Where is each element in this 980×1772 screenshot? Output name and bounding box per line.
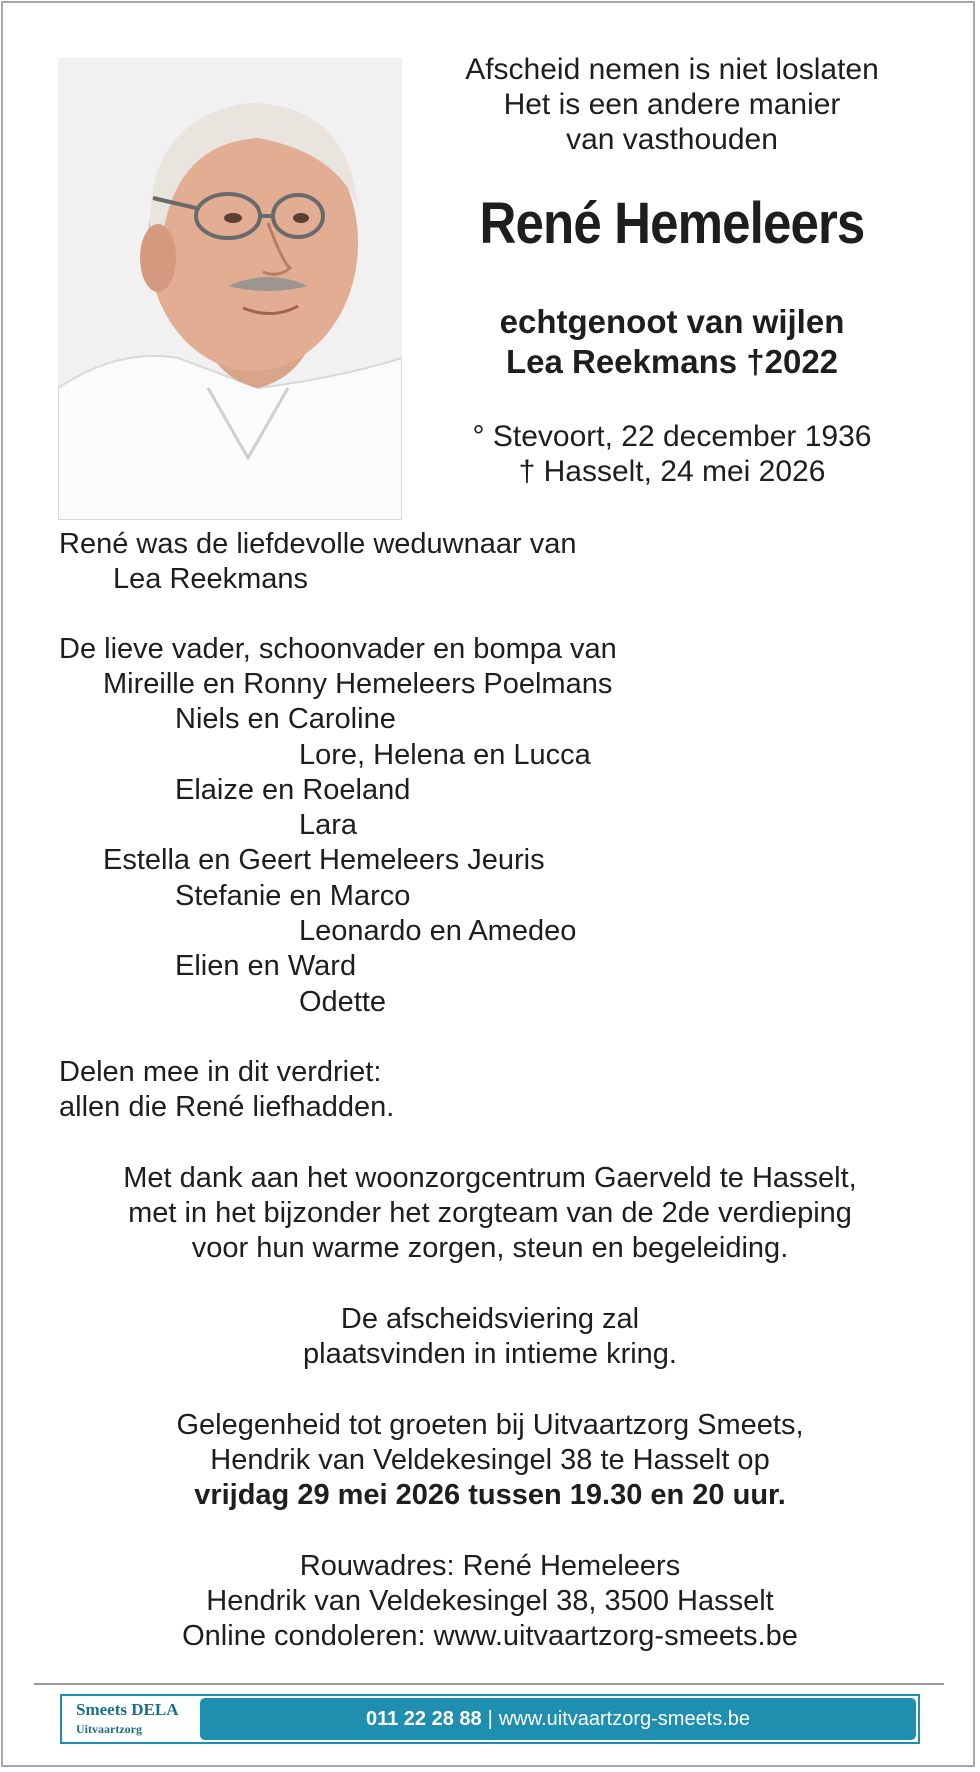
- ceremony-line: plaatsvinden in intieme kring.: [303, 1338, 677, 1370]
- ceremony-block: [60, 1302, 920, 1372]
- birth-date: ° Stevoort, 22 december 1936: [472, 420, 872, 453]
- life-dates: [432, 419, 912, 489]
- spouse-line: Lea Reekmans †2022: [505, 343, 839, 380]
- thanks-line: voor hun warme zorgen, steun en begeleiding.: [191, 1232, 789, 1264]
- thanks-block: [60, 1161, 920, 1266]
- portrait-photo: [58, 58, 402, 520]
- share-line: allen die René liefhadden.: [59, 1091, 395, 1123]
- separator: |: [487, 1707, 493, 1730]
- portrait-illustration: [58, 58, 402, 520]
- poem-line: Het is een andere manier: [503, 88, 841, 121]
- ceremony-line: De afscheidsviering zal: [340, 1303, 640, 1335]
- phone-number[interactable]: 011 22 28 88: [365, 1707, 482, 1730]
- share-line: Delen mee in dit verdriet:: [59, 1056, 382, 1088]
- death-date: † Hasselt, 24 mei 2026: [518, 455, 826, 488]
- poem-line: van vasthouden: [566, 123, 778, 156]
- family-line: Niels en Caroline: [175, 703, 396, 735]
- funeral-home-logo: Smeets DELA: [76, 1700, 179, 1719]
- spouse-info: [432, 302, 912, 382]
- visit-line: Hendrik van Veldekesingel 38 te Hasselt op: [210, 1444, 770, 1476]
- spouse-line: echtgenoot van wijlen: [499, 303, 845, 340]
- family-line: Leonardo en Amedeo: [299, 915, 577, 947]
- website-link[interactable]: www.uitvaartzorg-smeets.be: [498, 1707, 751, 1730]
- family-line: Estella en Geert Hemeleers Jeuris: [103, 844, 545, 876]
- deceased-name: René Hemeleers: [479, 191, 865, 256]
- visit-line: Gelegenheid tot groeten bij Uitvaartzorg Smeets,: [176, 1409, 804, 1441]
- footer-divider: [34, 1683, 944, 1685]
- thanks-line: met in het bijzonder het zorgteam van de 2de verdieping: [128, 1197, 852, 1229]
- family-line: Lore, Helena en Lucca: [299, 739, 591, 771]
- thanks-line: Met dank aan het woonzorgcentrum Gaerveld te Hasselt,: [123, 1162, 857, 1194]
- poem: [432, 52, 912, 157]
- visit-time: vrijdag 29 mei 2026 tussen 19.30 en 20 uur.: [194, 1479, 786, 1511]
- widower-name: Lea Reekmans: [113, 563, 309, 595]
- family-line: Stefanie en Marco: [175, 880, 411, 912]
- poem-line: Afscheid nemen is niet loslaten: [465, 53, 879, 86]
- family-line: Elien en Ward: [175, 950, 357, 982]
- family-line: Mireille en Ronny Hemeleers Poelmans: [103, 668, 613, 700]
- address-line: Hendrik van Veldekesingel 38, 3500 Hasselt: [206, 1585, 774, 1617]
- family-line: Odette: [299, 986, 387, 1018]
- funeral-home-logo-subtitle: Uitvaartzorg: [76, 1722, 142, 1736]
- condolence-line: Online condoleren: www.uitvaartzorg-smeets.be: [182, 1620, 798, 1652]
- widower-intro: René was de liefdevolle weduwnaar van: [59, 528, 577, 560]
- contact-bar: [200, 1698, 916, 1740]
- family-line: Lara: [299, 809, 358, 841]
- family-line: Elaize en Roeland: [175, 774, 411, 806]
- address-block: [60, 1549, 920, 1654]
- visit-block: [60, 1408, 920, 1513]
- family-intro: De lieve vader, schoonvader en bompa van: [59, 633, 617, 665]
- address-line: Rouwadres: René Hemeleers: [299, 1550, 681, 1582]
